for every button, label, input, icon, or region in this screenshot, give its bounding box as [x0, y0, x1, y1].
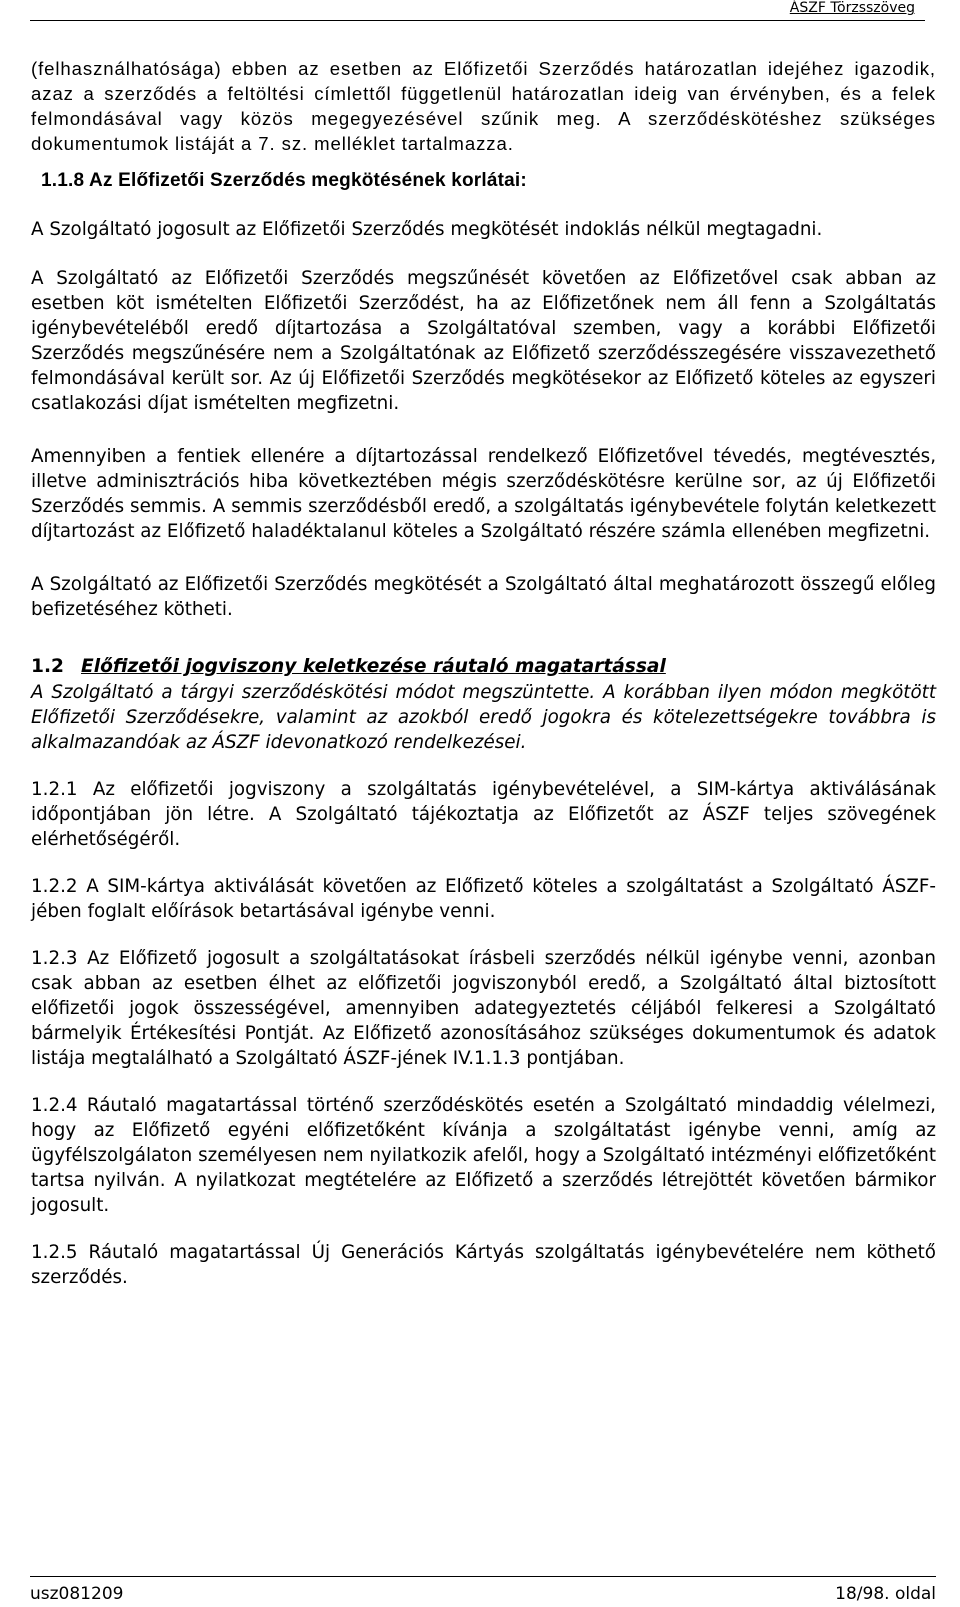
header-title: ÁSZF Törzsszöveg [789, 0, 915, 16]
document-body [31, 56, 936, 1290]
document-id: usz081209 [30, 1584, 124, 1604]
paragraph-1-2-1: 1.2.1 Az előfizetői jogviszony a szolgáltatás igénybevételével, a SIM-kártya aktiválásának időpontjában jön létre. A Szolgáltató tájékoztatja az Előfizetőt az ÁSZF teljes szövegének elérhetőségéről. [31, 779, 936, 850]
paragraph-void-contract: Amennyiben a fentiek ellenére a díjtartozással rendelkező Előfizetővel tévedés, megtévesztés, illetve adminisztrációs hiba következtében mégis szerződéskötésre kerülne sor, az új Előfizetői Szerződés semmis. A semmis szerződésből eredő, a szolgáltatás igénybevétele folytán keletkezett díjtartozást az Előfizető haladéktalanul köteles a Szolgáltató részére számla ellenében megfizetni. [31, 446, 936, 542]
paragraph-refusal: A Szolgáltató jogosult az Előfizetői Szerződés megkötését indoklás nélkül megtagadni. [31, 219, 823, 240]
paragraph-1-2-2: 1.2.2 A SIM-kártya aktiválását követően az Előfizető köteles a szolgáltatást a Szolgáltató ÁSZF-jében foglalt előírások betartásával igénybe venni. [31, 876, 936, 922]
paragraph-continuation: (felhasználhatósága) ebben az esetben az Előfizetői Szerződés határozatlan idejéhez igazodik, azaz a szerződés a feltöltési címlettől függetlenül határozatlan ideig van érvényben, és a felek felmondásával vagy közös megegyezésével szűnik meg. A szerződéskötéshez szükséges dokumentumok listáját a 7. sz. melléklet tartalmazza. [31, 58, 936, 154]
page-number: 18/98. oldal [835, 1584, 936, 1604]
section-number: 1.2 [31, 656, 64, 677]
section-heading-1-2 [31, 654, 936, 680]
paragraph-1-2-4: 1.2.4 Ráutaló magatartással történő szerződéskötés esetén a Szolgáltató mindaddig vélelmezi, hogy az Előfizető egyéni előfizetőként kívánja a szolgáltatást igénybe venni, amíg az ügyfélszolgálaton személyesen nem nyilatkozik afelől, hogy a Szolgáltató intézményi előfizetőként tartsa nyilván. A nyilatkozat megtételére az Előfizető a szerződés létrejöttét követően bármikor jogosult. [31, 1095, 936, 1216]
section-title: Előfizetői jogviszony keletkezése ráutaló magatartással [81, 656, 666, 677]
paragraph-1-2-3: 1.2.3 Az Előfizető jogosult a szolgáltatásokat írásbeli szerződés nélkül igénybe venni, azonban csak abban az esetben élhet az előfizetői jogviszonyból eredő, a Szolgáltató által biztosított előfizetői jogok összességével, amennyiben adategyeztetés céljából felkeresi a Szolgáltató bármelyik Értékesítési Pontját. Az Előfizető azonosításához szükséges dokumentumok és adatok listája megtalálható a Szolgáltató ÁSZF-jének IV.1.1.3 pontjában. [31, 948, 936, 1069]
paragraph-discontinued: A Szolgáltató a tárgyi szerződéskötési módot megszüntette. A korábban ilyen módon megkötött Előfizetői Szerződésekre, valamint az azokból eredő jogokra és kötelezettségekre továbbra is alkalmazandóak az ÁSZF idevonatkozó rendelkezései. [31, 682, 936, 753]
paragraph-repeat-contract: A Szolgáltató az Előfizetői Szerződés megszűnését követően az Előfizetővel csak abban az esetben köt ismételten Előfizetői Szerződést, ha az Előfizetőnek nem áll fenn a Szolgáltatás igénybevételéből eredő díjtartozása a Szolgáltatóval szemben, vagy a korábbi Előfizetői Szerződés megszűnésére nem a Szolgáltatónak az Előfizető szerződésszegésére visszavezethető felmondásával került sor. Az új Előfizetői Szerződés megkötésekor az Előfizető köteles az egyszeri csatlakozási díjat ismételten megfizetni. [31, 268, 936, 414]
subsection-heading-1-1-8: 1.1.8 Az Előfizetői Szerződés megkötésének korlátai: [41, 170, 527, 191]
page-footer [30, 1576, 936, 1607]
paragraph-1-2-5: 1.2.5 Ráutaló magatartással Új Generációs Kártyás szolgáltatás igénybevételére nem köthető szerződés. [31, 1242, 936, 1288]
page-header [30, 0, 925, 21]
paragraph-advance-payment: A Szolgáltató az Előfizetői Szerződés megkötését a Szolgáltató által meghatározott összegű előleg befizetéséhez kötheti. [31, 574, 936, 620]
